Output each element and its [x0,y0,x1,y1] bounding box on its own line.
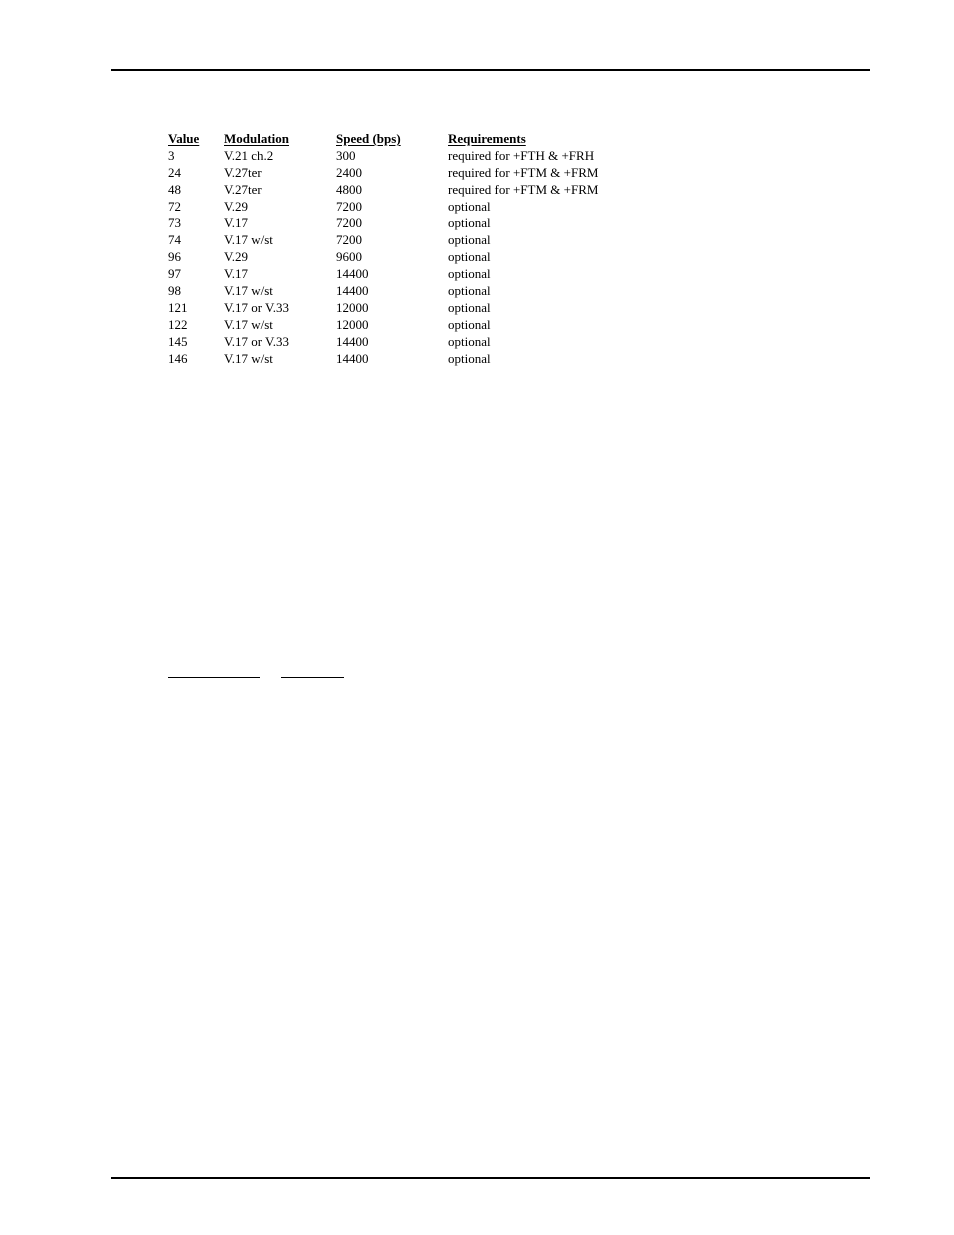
cell-modulation: V.21 ch.2 [224,147,274,163]
column-header-value: Value [168,131,200,146]
cell-requirements: optional [448,198,491,214]
cell-value: 48 [168,181,181,197]
cell-requirements: optional [448,215,491,231]
cell-modulation: V.17 or V.33 [224,299,290,315]
underline-mark-left [168,677,260,678]
cell-value: 146 [168,350,188,366]
column-header-modulation: Modulation [224,131,290,146]
cell-requirements: required for +FTH & +FRH [448,147,595,163]
cell-requirements: optional [448,350,491,366]
cell-modulation: V.27ter [224,181,262,197]
header-rule [111,69,870,71]
column-header-requirements: Requirements [448,131,526,146]
cell-value: 98 [168,283,181,299]
cell-modulation: V.17 [224,215,248,231]
cell-modulation: V.17 w/st [224,316,273,332]
cell-speed: 14400 [336,266,369,282]
cell-requirements: required for +FTM & +FRM [448,181,599,197]
cell-requirements: optional [448,299,491,315]
cell-value: 3 [168,147,175,163]
cell-speed: 7200 [336,215,362,231]
cell-requirements: required for +FTM & +FRM [448,164,599,180]
cell-modulation: V.29 [224,198,248,214]
column-header-speed: Speed (bps) [336,131,401,146]
cell-modulation: V.29 [224,249,248,265]
cell-speed: 7200 [336,198,362,214]
cell-speed: 12000 [336,316,369,332]
cell-requirements: optional [448,283,491,299]
cell-modulation: V.27ter [224,164,262,180]
cell-speed: 2400 [336,164,362,180]
cell-requirements: optional [448,249,491,265]
cell-value: 73 [168,215,181,231]
cell-value: 24 [168,164,181,180]
cell-requirements: optional [448,316,491,332]
cell-value: 74 [168,232,181,248]
cell-value: 97 [168,266,181,282]
cell-value: 122 [168,316,188,332]
cell-requirements: optional [448,333,491,349]
cell-speed: 9600 [336,249,362,265]
underline-mark-right [281,677,344,678]
cell-modulation: V.17 [224,266,248,282]
cell-modulation: V.17 w/st [224,283,273,299]
cell-modulation: V.17 or V.33 [224,333,290,349]
cell-speed: 300 [336,147,356,163]
cell-modulation: V.17 w/st [224,232,273,248]
cell-speed: 7200 [336,232,362,248]
cell-requirements: optional [448,232,491,248]
cell-speed: 12000 [336,299,369,315]
cell-requirements: optional [448,266,491,282]
footer-rule [111,1177,870,1179]
cell-value: 72 [168,198,181,214]
cell-speed: 14400 [336,283,369,299]
cell-speed: 14400 [336,350,369,366]
cell-value: 145 [168,333,188,349]
cell-value: 121 [168,299,188,315]
cell-modulation: V.17 w/st [224,350,273,366]
cell-value: 96 [168,249,181,265]
cell-speed: 4800 [336,181,362,197]
cell-speed: 14400 [336,333,369,349]
